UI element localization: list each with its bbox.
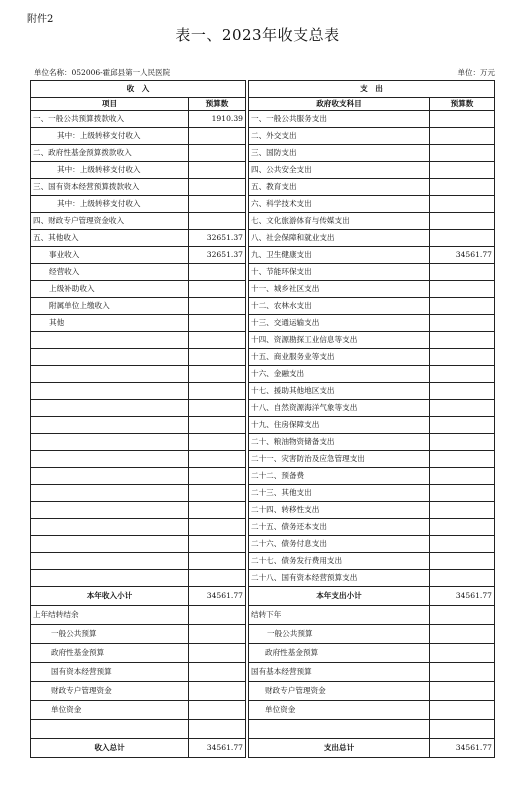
income-value-cell xyxy=(189,502,246,519)
expense-item-cell: 十九、住房保障支出 xyxy=(249,417,430,434)
expense-item-cell: 十四、资源勘探工业信息等支出 xyxy=(249,332,430,349)
carryover-row xyxy=(31,701,495,720)
income-value-cell xyxy=(189,332,246,349)
table-row xyxy=(31,553,495,570)
carryover-income-value xyxy=(189,644,246,663)
expense-value-cell xyxy=(430,230,495,247)
expense-item-cell: 十二、农林水支出 xyxy=(249,298,430,315)
table-row xyxy=(31,536,495,553)
expense-value-cell xyxy=(430,570,495,587)
expense-item-cell: 二十、粮油物资储备支出 xyxy=(249,434,430,451)
carryover-income-value xyxy=(189,606,246,625)
income-item-cell: 三、国有资本经营预算拨款收入 xyxy=(31,179,189,196)
table-row xyxy=(31,196,495,213)
expense-item-cell: 一、一般公共服务支出 xyxy=(249,111,430,128)
budget-table xyxy=(30,80,495,758)
income-item-cell: 附属单位上缴收入 xyxy=(31,298,189,315)
table-row xyxy=(31,485,495,502)
carryover-row xyxy=(31,720,495,739)
page-title: 表一、2023年收支总表 xyxy=(175,26,340,44)
expense-value-cell xyxy=(430,451,495,468)
carryover-row xyxy=(31,625,495,644)
expense-budget-header: 预算数 xyxy=(430,98,495,111)
income-item-cell: 五、其他收入 xyxy=(31,230,189,247)
expense-value-cell xyxy=(430,281,495,298)
expense-value-cell xyxy=(430,145,495,162)
expense-value-cell xyxy=(430,536,495,553)
income-value-cell xyxy=(189,400,246,417)
carryover-income-value xyxy=(189,701,246,720)
expense-value-cell xyxy=(430,179,495,196)
expense-item-cell: 二、外交支出 xyxy=(249,128,430,145)
carryover-income-item: 单位资金 xyxy=(31,701,189,720)
unit-name: 单位名称：052006-霍邱县第一人民医院 xyxy=(34,68,171,77)
income-value-cell xyxy=(189,417,246,434)
carryover-income-item: 一般公共预算 xyxy=(31,625,189,644)
table-row xyxy=(31,332,495,349)
income-value-cell: 32651.37 xyxy=(189,230,246,247)
carryover-income-item: 上年结转结余 xyxy=(31,606,189,625)
income-subtotal-value: 34561.77 xyxy=(189,587,246,606)
section-header-row xyxy=(31,81,495,98)
expense-subtotal-value: 34561.77 xyxy=(430,587,495,606)
expense-item-cell: 十五、商业服务业等支出 xyxy=(249,349,430,366)
income-item-cell: 其中：上级转移支付收入 xyxy=(31,196,189,213)
table-row xyxy=(31,230,495,247)
carryover-row xyxy=(31,663,495,682)
expense-item-cell: 十六、金融支出 xyxy=(249,366,430,383)
table-row xyxy=(31,451,495,468)
carryover-expense-item: 政府性基金预算 xyxy=(249,644,430,663)
income-value-cell: 1910.39 xyxy=(189,111,246,128)
expense-item-cell: 二十七、债务发行费用支出 xyxy=(249,553,430,570)
column-header-row xyxy=(31,98,495,111)
income-item-cell: 四、财政专户管理资金收入 xyxy=(31,213,189,230)
income-value-cell xyxy=(189,485,246,502)
subtotal-row xyxy=(31,587,495,606)
income-item-cell: 其中：上级转移支付收入 xyxy=(31,162,189,179)
table-row xyxy=(31,111,495,128)
income-item-header: 项目 xyxy=(31,98,189,111)
expense-value-cell xyxy=(430,366,495,383)
expense-value-cell xyxy=(430,383,495,400)
table-row xyxy=(31,128,495,145)
expense-value-cell xyxy=(430,264,495,281)
income-item-cell xyxy=(31,519,189,536)
income-value-cell xyxy=(189,536,246,553)
income-value-cell xyxy=(189,281,246,298)
expense-item-cell: 十三、交通运输支出 xyxy=(249,315,430,332)
income-value-cell xyxy=(189,519,246,536)
income-item-cell xyxy=(31,485,189,502)
table-row xyxy=(31,281,495,298)
table-row xyxy=(31,366,495,383)
total-row xyxy=(31,739,495,758)
expense-value-cell xyxy=(430,298,495,315)
carryover-expense-item: 财政专户管理资金 xyxy=(249,682,430,701)
income-value-cell xyxy=(189,349,246,366)
income-value-cell xyxy=(189,553,246,570)
income-item-cell xyxy=(31,468,189,485)
income-value-cell xyxy=(189,451,246,468)
table-row xyxy=(31,519,495,536)
carryover-expense-item: 单位资金 xyxy=(249,701,430,720)
expense-value-cell xyxy=(430,519,495,536)
table-row xyxy=(31,570,495,587)
table-row xyxy=(31,213,495,230)
carryover-expense-value xyxy=(430,701,495,720)
income-item-cell: 上级补助收入 xyxy=(31,281,189,298)
expense-value-cell xyxy=(430,349,495,366)
carryover-row xyxy=(31,644,495,663)
income-item-cell xyxy=(31,570,189,587)
table-row xyxy=(31,315,495,332)
income-value-cell: 32651.37 xyxy=(189,247,246,264)
income-total-label: 收入总计 xyxy=(31,739,189,758)
income-item-cell xyxy=(31,553,189,570)
income-item-cell: 事业收入 xyxy=(31,247,189,264)
carryover-income-item: 国有资本经营预算 xyxy=(31,663,189,682)
expense-item-cell: 二十五、债务还本支出 xyxy=(249,519,430,536)
income-item-cell xyxy=(31,400,189,417)
carryover-income-item: 政府性基金预算 xyxy=(31,644,189,663)
table-row xyxy=(31,162,495,179)
expense-item-cell: 十、节能环保支出 xyxy=(249,264,430,281)
expense-value-cell xyxy=(430,162,495,179)
table-row xyxy=(31,349,495,366)
income-value-cell xyxy=(189,366,246,383)
income-item-cell xyxy=(31,383,189,400)
carryover-expense-item: 一般公共预算 xyxy=(249,625,430,644)
expense-value-cell xyxy=(430,332,495,349)
income-item-cell: 二、政府性基金预算拨款收入 xyxy=(31,145,189,162)
carryover-expense-value xyxy=(430,663,495,682)
table-row xyxy=(31,417,495,434)
table-row xyxy=(31,434,495,451)
expense-section-header: 支 出 xyxy=(249,81,495,98)
income-value-cell xyxy=(189,264,246,281)
carryover-expense-value xyxy=(430,625,495,644)
carryover-income-item: 财政专户管理资金 xyxy=(31,682,189,701)
expense-total-value: 34561.77 xyxy=(430,739,495,758)
expense-value-cell xyxy=(430,553,495,570)
income-value-cell xyxy=(189,468,246,485)
table-row xyxy=(31,298,495,315)
expense-value-cell xyxy=(430,315,495,332)
income-value-cell xyxy=(189,298,246,315)
table-row xyxy=(31,502,495,519)
expense-item-header: 政府收支科目 xyxy=(249,98,430,111)
expense-item-cell: 二十八、国有资本经营预算支出 xyxy=(249,570,430,587)
carryover-expense-item: 国有基本经营预算 xyxy=(249,663,430,682)
expense-subtotal-label: 本年支出小计 xyxy=(249,587,430,606)
carryover-income-value xyxy=(189,625,246,644)
income-value-cell xyxy=(189,128,246,145)
income-value-cell xyxy=(189,383,246,400)
carryover-expense-value xyxy=(430,720,495,739)
expense-item-cell: 二十四、转移性支出 xyxy=(249,502,430,519)
income-value-cell xyxy=(189,179,246,196)
expense-value-cell xyxy=(430,485,495,502)
carryover-expense-item: 结转下年 xyxy=(249,606,430,625)
expense-item-cell: 四、公共安全支出 xyxy=(249,162,430,179)
expense-value-cell xyxy=(430,417,495,434)
expense-value-cell xyxy=(430,434,495,451)
income-item-cell: 其中：上级转移支付收入 xyxy=(31,128,189,145)
income-section-header: 收 入 xyxy=(31,81,246,98)
income-value-cell xyxy=(189,315,246,332)
income-value-cell xyxy=(189,570,246,587)
income-item-cell: 一、一般公共预算拨款收入 xyxy=(31,111,189,128)
expense-item-cell: 二十二、预备费 xyxy=(249,468,430,485)
table-row xyxy=(31,400,495,417)
expense-item-cell: 三、国防支出 xyxy=(249,145,430,162)
income-budget-header: 预算数 xyxy=(189,98,246,111)
income-item-cell xyxy=(31,451,189,468)
expense-item-cell: 十一、城乡社区支出 xyxy=(249,281,430,298)
income-item-cell xyxy=(31,536,189,553)
expense-item-cell: 五、教育支出 xyxy=(249,179,430,196)
carryover-expense-value xyxy=(430,606,495,625)
expense-item-cell: 十八、自然资源海洋气象等支出 xyxy=(249,400,430,417)
income-item-cell xyxy=(31,434,189,451)
expense-value-cell: 34561.77 xyxy=(430,247,495,264)
carryover-row xyxy=(31,606,495,625)
expense-value-cell xyxy=(430,502,495,519)
income-value-cell xyxy=(189,434,246,451)
carryover-income-value xyxy=(189,682,246,701)
income-subtotal-label: 本年收入小计 xyxy=(31,587,189,606)
expense-item-cell: 二十一、灾害防治及应急管理支出 xyxy=(249,451,430,468)
income-value-cell xyxy=(189,213,246,230)
carryover-income-value xyxy=(189,720,246,739)
carryover-income-value xyxy=(189,663,246,682)
expense-item-cell: 八、社会保障和就业支出 xyxy=(249,230,430,247)
expense-item-cell: 九、卫生健康支出 xyxy=(249,247,430,264)
carryover-row xyxy=(31,682,495,701)
carryover-income-item xyxy=(31,720,189,739)
income-item-cell xyxy=(31,366,189,383)
carryover-expense-item xyxy=(249,720,430,739)
income-value-cell xyxy=(189,162,246,179)
expense-item-cell: 二十六、债务付息支出 xyxy=(249,536,430,553)
expense-item-cell: 十七、援助其他地区支出 xyxy=(249,383,430,400)
expense-item-cell: 六、科学技术支出 xyxy=(249,196,430,213)
attachment-label: 附件2 xyxy=(27,14,54,25)
expense-item-cell: 二十三、其他支出 xyxy=(249,485,430,502)
expense-value-cell xyxy=(430,128,495,145)
income-item-cell: 其他 xyxy=(31,315,189,332)
income-value-cell xyxy=(189,196,246,213)
income-value-cell xyxy=(189,145,246,162)
carryover-expense-value xyxy=(430,682,495,701)
table-row xyxy=(31,383,495,400)
income-item-cell xyxy=(31,332,189,349)
expense-value-cell xyxy=(430,196,495,213)
income-total-value: 34561.77 xyxy=(189,739,246,758)
expense-value-cell xyxy=(430,213,495,230)
table-row xyxy=(31,264,495,281)
income-item-cell xyxy=(31,417,189,434)
income-item-cell xyxy=(31,349,189,366)
table-row xyxy=(31,247,495,264)
expense-value-cell xyxy=(430,111,495,128)
income-item-cell: 经营收入 xyxy=(31,264,189,281)
expense-value-cell xyxy=(430,468,495,485)
currency-unit: 单位：万元 xyxy=(457,68,495,77)
carryover-expense-value xyxy=(430,644,495,663)
table-row xyxy=(31,145,495,162)
expense-total-label: 支出总计 xyxy=(249,739,430,758)
income-item-cell xyxy=(31,502,189,519)
table-row xyxy=(31,179,495,196)
table-row xyxy=(31,468,495,485)
expense-item-cell: 七、文化旅游体育与传媒支出 xyxy=(249,213,430,230)
expense-value-cell xyxy=(430,400,495,417)
